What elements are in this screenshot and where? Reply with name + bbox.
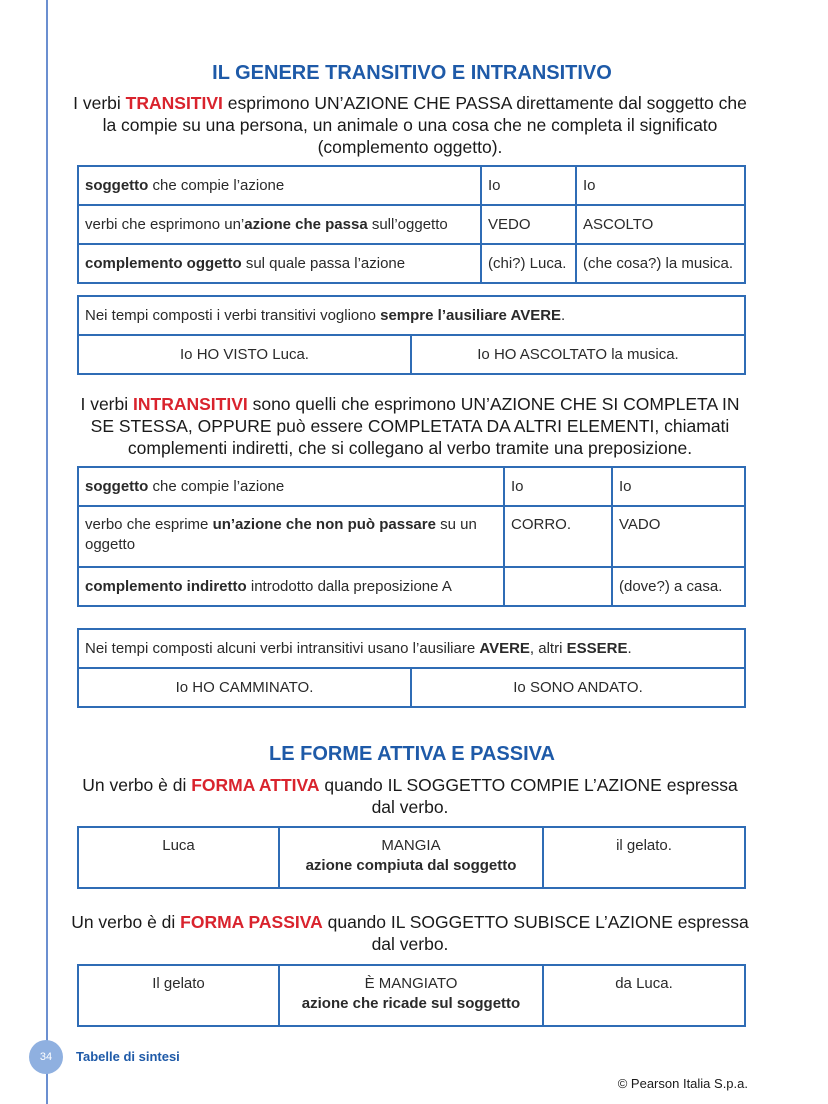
table-cell: Io bbox=[481, 166, 576, 205]
text: I verbi bbox=[80, 394, 133, 414]
text: Nei tempi composti alcuni verbi intransitivi usano l’ausiliare bbox=[85, 639, 480, 657]
example-cell: Io HO CAMMINATO. bbox=[78, 668, 411, 707]
table-cell: ASCOLTO bbox=[576, 205, 745, 244]
text: che compie l’azione bbox=[148, 477, 285, 495]
box-auxiliary-avere-essere bbox=[77, 628, 746, 708]
highlight-transitivi: TRANSITIVI bbox=[125, 93, 223, 113]
text: , altri bbox=[529, 639, 567, 657]
paragraph-active bbox=[70, 774, 750, 818]
table-cell: VEDO bbox=[481, 205, 576, 244]
table-intransitive bbox=[77, 466, 746, 607]
table-cell: (dove?) a casa. bbox=[612, 567, 745, 606]
bold-text: complemento indiretto bbox=[85, 577, 247, 595]
text: su un oggetto bbox=[85, 516, 477, 553]
text: Un verbo è di bbox=[82, 775, 192, 795]
table-row bbox=[78, 965, 745, 1026]
verb-caption: azione che ricade sul soggetto bbox=[301, 995, 521, 1012]
verb-text: MANGIA bbox=[381, 837, 441, 854]
text: . bbox=[627, 639, 632, 657]
bold-text: complemento oggetto bbox=[85, 254, 242, 272]
highlight-forma-attiva: FORMA ATTIVA bbox=[191, 775, 320, 795]
highlight-forma-passiva: FORMA PASSIVA bbox=[180, 912, 323, 932]
text: sul quale passa l’azione bbox=[241, 254, 406, 272]
text: Nei tempi composti i verbi transitivi vogliono bbox=[85, 306, 381, 324]
bold-text: sempre l’ausiliare AVERE bbox=[380, 306, 562, 324]
table-cell bbox=[78, 567, 504, 606]
text: quando IL SOGGETTO COMPIE L’AZIONE espressa dal verbo. bbox=[319, 775, 738, 817]
text: verbi che esprimono un’ bbox=[85, 215, 245, 233]
text: Un verbo è di bbox=[71, 912, 181, 932]
table-cell: Io bbox=[504, 467, 612, 506]
text: . bbox=[561, 306, 566, 324]
table-row bbox=[78, 244, 745, 283]
table-row bbox=[78, 205, 745, 244]
table-row bbox=[78, 629, 745, 668]
box-auxiliary-avere bbox=[77, 295, 746, 375]
table-row bbox=[78, 467, 745, 506]
table-cell: Il gelato bbox=[78, 965, 279, 1026]
table-cell: Luca bbox=[78, 827, 279, 888]
verb-caption: azione compiuta dal soggetto bbox=[305, 857, 517, 874]
table-cell bbox=[279, 827, 543, 888]
table-cell: CORRO. bbox=[504, 506, 612, 567]
example-cell: Io HO ASCOLTATO la musica. bbox=[411, 335, 745, 374]
table-row bbox=[78, 335, 745, 374]
text: I verbi bbox=[73, 93, 126, 113]
table-cell bbox=[78, 467, 504, 506]
bold-text: AVERE bbox=[479, 639, 530, 657]
copyright: © Pearson Italia S.p.a. bbox=[617, 1076, 748, 1091]
text: quando IL SOGGETTO SUBISCE L’AZIONE espressa dal verbo. bbox=[322, 912, 749, 954]
bold-text: un’azione che non può passare bbox=[212, 516, 436, 533]
bold-text: soggetto bbox=[85, 176, 149, 194]
bold-text: soggetto bbox=[85, 477, 149, 495]
text: che compie l’azione bbox=[148, 176, 285, 194]
paragraph-passive bbox=[70, 911, 750, 955]
table-cell: (che cosa?) la musica. bbox=[576, 244, 745, 283]
section-title-transitive: IL GENERE TRANSITIVO E INTRANSITIVO bbox=[212, 62, 612, 84]
text: sull’oggetto bbox=[367, 215, 448, 233]
example-cell: Io SONO ANDATO. bbox=[411, 668, 745, 707]
bold-text: ESSERE bbox=[566, 639, 628, 657]
table-row bbox=[78, 827, 745, 888]
table-cell: (chi?) Luca. bbox=[481, 244, 576, 283]
page-number: 34 bbox=[29, 1040, 63, 1074]
paragraph-intransitive bbox=[70, 393, 750, 459]
table-cell bbox=[78, 166, 481, 205]
paragraph-transitive bbox=[70, 92, 750, 158]
table-passive bbox=[77, 964, 746, 1027]
text: introdotto dalla preposizione A bbox=[246, 577, 452, 595]
table-cell: Io bbox=[612, 467, 745, 506]
margin-line bbox=[46, 0, 48, 1104]
table-row bbox=[78, 668, 745, 707]
example-cell: Io HO VISTO Luca. bbox=[78, 335, 411, 374]
table-row bbox=[78, 296, 745, 335]
table-row bbox=[78, 506, 745, 567]
table-cell bbox=[78, 506, 504, 567]
table-cell bbox=[78, 629, 745, 668]
table-cell: Io bbox=[576, 166, 745, 205]
table-row bbox=[78, 166, 745, 205]
table-cell: VADO bbox=[612, 506, 745, 567]
table-cell bbox=[78, 205, 481, 244]
text: verbo che esprime bbox=[85, 516, 213, 533]
table-cell bbox=[78, 244, 481, 283]
table-cell: da Luca. bbox=[543, 965, 745, 1026]
highlight-intransitivi: INTRANSITIVI bbox=[133, 394, 248, 414]
text: esprimono UN’AZIONE CHE PASSA direttamente dal soggetto che la compie su una persona, un animale o una cosa che ne completa il significato (complemento oggetto). bbox=[102, 93, 747, 157]
verb-text: È MANGIATO bbox=[364, 975, 458, 992]
table-row bbox=[78, 567, 745, 606]
table-cell bbox=[279, 965, 543, 1026]
table-cell: il gelato. bbox=[543, 827, 745, 888]
section-title-active-passive: LE FORME ATTIVA E PASSIVA bbox=[269, 743, 555, 765]
footer-label: Tabelle di sintesi bbox=[76, 1049, 180, 1064]
table-transitive bbox=[77, 165, 746, 284]
bold-text: azione che passa bbox=[244, 215, 368, 233]
table-active bbox=[77, 826, 746, 889]
text: sono quelli che esprimono UN’AZIONE CHE SI COMPLETA IN SE STESSA, OPPURE può essere COMPLETATA DA ALTRI ELEMENTI, chiamati complementi indiretti, che si collegano al verbo tramite una preposizione. bbox=[90, 394, 740, 458]
table-cell bbox=[78, 296, 745, 335]
table-cell bbox=[504, 567, 612, 606]
